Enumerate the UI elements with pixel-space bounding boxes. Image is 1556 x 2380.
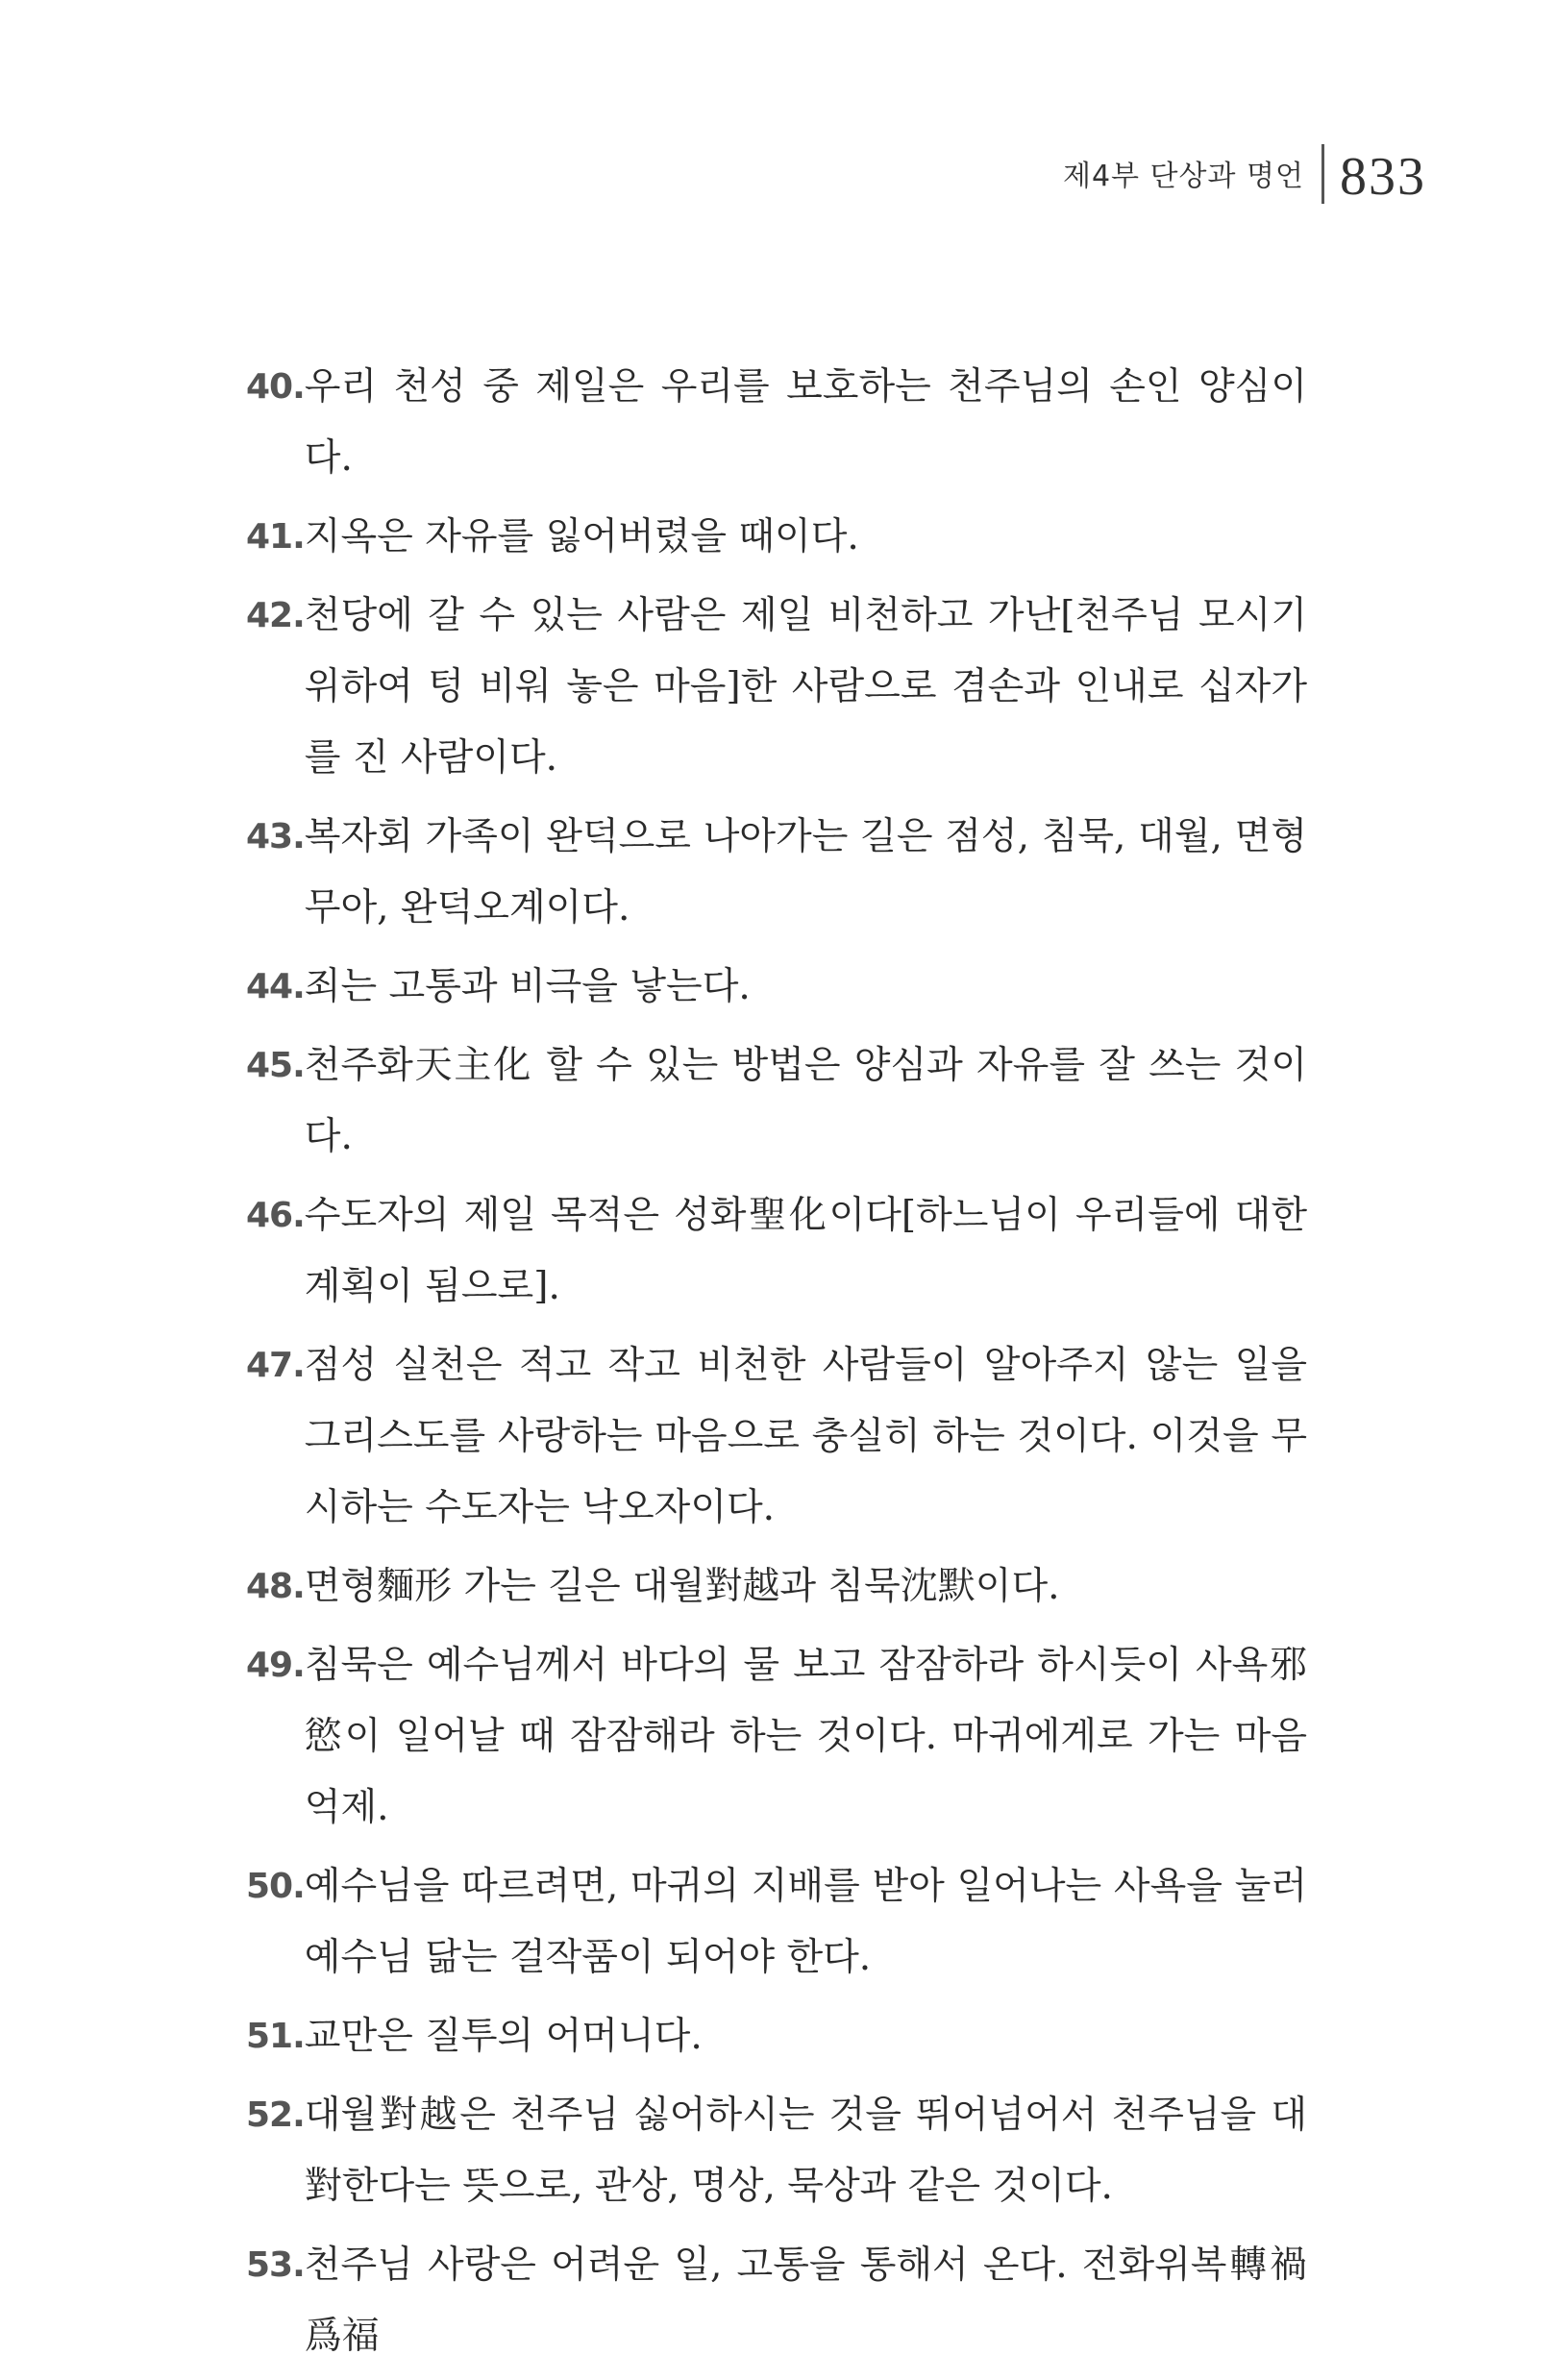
item-number: 43. (246, 817, 305, 856)
running-header (1062, 144, 1426, 207)
item-text: 복자회 가족이 완덕으로 나아가는 길은 점성, 침묵, 대월, 면형무아, 완덕오계이다. (304, 815, 1307, 930)
list-item (246, 952, 1307, 1023)
item-number: 40. (246, 367, 305, 407)
item-text: 우리 천성 중 제일은 우리를 보호하는 천주님의 손인 양심이다. (304, 365, 1307, 480)
item-text: 천당에 갈 수 있는 사람은 제일 비천하고 가난[천주님 모시기 위하여 텅 비워 놓은 마음]한 사람으로 겸손과 인내로 십자가를 진 사람이다. (304, 594, 1307, 780)
item-text: 천주님 사랑은 어려운 일, 고통을 통해서 온다. 전화위복轉禍爲福 (304, 2244, 1307, 2358)
item-number: 52. (246, 2095, 305, 2135)
list-item (246, 502, 1307, 573)
list-item (246, 802, 1307, 944)
item-number: 53. (246, 2245, 305, 2285)
item-number: 50. (246, 1867, 305, 1906)
item-text: 지옥은 자유를 잃어버렸을 때이다. (304, 515, 859, 558)
item-text: 예수님을 따르려면, 마귀의 지배를 받아 일어나는 사욕을 눌러 예수님 닮는 걸작품이 되어야 한다. (304, 1865, 1307, 1979)
list-item (246, 1030, 1307, 1173)
item-text: 죄는 고통과 비극을 낳는다. (304, 965, 751, 1008)
item-text: 교만은 질투의 어머니다. (304, 2015, 703, 2058)
item-text: 점성 실천은 적고 작고 비천한 사람들이 알아주지 않는 일을 그리스도를 사랑하는 마음으로 충실히 하는 것이다. 이것을 무시하는 수도자는 낙오자이다. (304, 1344, 1307, 1529)
item-number: 41. (246, 517, 305, 557)
list-item (246, 2230, 1307, 2372)
item-number: 47. (246, 1346, 305, 1385)
list-item (246, 1330, 1307, 1544)
item-text: 천주화天主化 할 수 있는 방법은 양심과 자유를 잘 쓰는 것이다. (304, 1044, 1307, 1158)
list-item (246, 2001, 1307, 2072)
item-number: 46. (246, 1196, 305, 1235)
list-item (246, 1180, 1307, 1323)
list-item (246, 581, 1307, 794)
list-item (246, 352, 1307, 494)
list-item (246, 2080, 1307, 2222)
item-number: 42. (246, 596, 305, 635)
list-item (246, 1551, 1307, 1623)
list-item (246, 1851, 1307, 1994)
item-number: 48. (246, 1567, 305, 1606)
page-number: 833 (1340, 147, 1426, 207)
list-item (246, 1630, 1307, 1844)
item-text: 수도자의 제일 목적은 성화聖化이다[하느님이 우리들에 대한 계획이 됨으로]. (304, 1194, 1307, 1308)
header-divider (1321, 144, 1324, 204)
item-number: 51. (246, 2017, 305, 2056)
item-number: 44. (246, 967, 305, 1006)
item-text: 면형麵形 가는 길은 대월對越과 침묵沈默이다. (304, 1565, 1060, 1608)
item-number: 49. (246, 1646, 305, 1685)
section-title: 제4부 단상과 명언 (1062, 160, 1304, 193)
aphorism-list (246, 352, 1307, 2380)
item-text: 침묵은 예수님께서 바다의 물 보고 잠잠하라 하시듯이 사욕邪慾이 일어날 때 잠잠해라 하는 것이다. 마귀에게로 가는 마음 억제. (304, 1644, 1307, 1829)
item-text: 대월對越은 천주님 싫어하시는 것을 뛰어넘어서 천주님을 대對한다는 뜻으로, 관상, 명상, 묵상과 같은 것이다. (304, 2094, 1307, 2208)
item-number: 45. (246, 1046, 305, 1085)
